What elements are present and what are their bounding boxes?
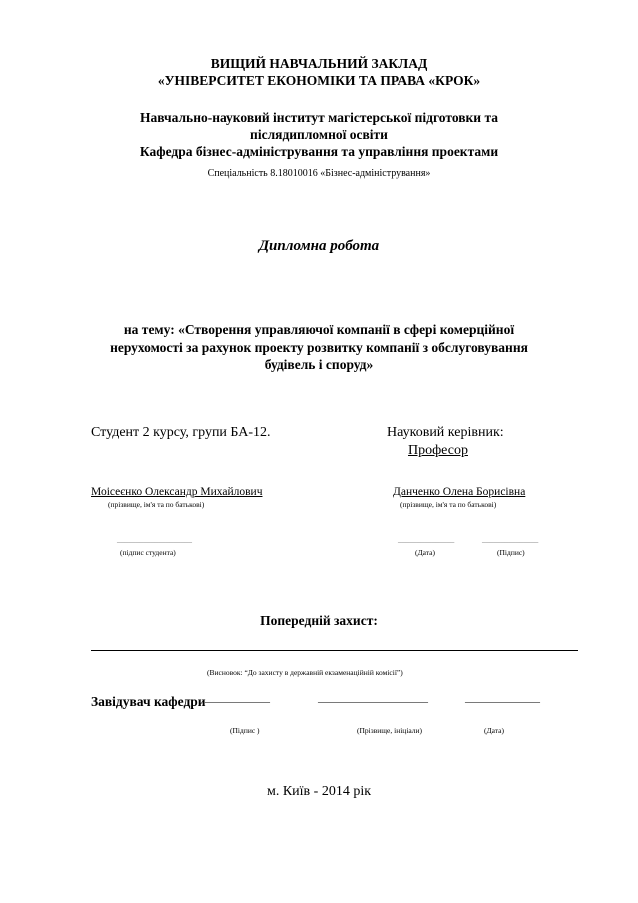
defense-title: Попередній захист: <box>260 613 378 628</box>
head-name-caption: (Прізвище, ініціали) <box>357 726 423 735</box>
university-line-1: ВИЩИЙ НАВЧАЛЬНИЙ ЗАКЛАД <box>210 56 428 71</box>
supervisor-sign-caption: (Підпис) <box>497 548 525 557</box>
university-line-2: «УНІВЕРСИТЕТ ЕКОНОМІКИ ТА ПРАВА «КРОК» <box>157 73 481 88</box>
supervisor-name: Данченко Олена Борисівна <box>393 486 526 498</box>
specialty: Спеціальність 8.18010016 «Бізнес-адміністрування» <box>207 168 431 179</box>
head-label: Завідувач кафедри <box>91 694 206 709</box>
supervisor-date-line: _______________ <box>398 535 455 544</box>
supervisor-sign-line: _______________ <box>482 535 539 544</box>
student-signature-caption: (підпис студента) <box>120 548 176 557</box>
head-signature-line: _____________ <box>205 693 270 704</box>
document-title: Дипломна робота <box>258 238 380 254</box>
topic-line-3: будівель і споруд» <box>264 357 374 372</box>
head-sign-caption: (Підпис ) <box>230 726 260 735</box>
conclusion-caption: (Висновок: “До захисту в державній екзаменаційній комісії”) <box>207 668 403 677</box>
student-name: Моісеєнко Олександр Михайлович <box>91 486 263 498</box>
institute-line-1: Навчально-науковий інститут магістерської підготовки та <box>139 110 499 125</box>
student-label: Студент 2 курсу, групи БА-12. <box>91 425 271 440</box>
topic-line-2: нерухомості за рахунок проекту розвитку компанії з обслуговування <box>110 340 528 355</box>
head-date-line: _______________ <box>465 693 540 704</box>
student-name-caption: (прізвище, ім'я та по батькові) <box>108 500 205 509</box>
supervisor-rank: Професор <box>408 443 468 458</box>
city-year: м. Київ - 2014 рік <box>266 784 372 799</box>
head-date-caption: (Дата) <box>484 726 504 735</box>
institute-line-2: післядипломної освіти <box>250 127 388 142</box>
supervisor-label: Науковий керівник: <box>387 425 504 440</box>
head-name-line: ______________________ <box>318 693 428 704</box>
student-signature-line: ____________________ <box>117 535 192 544</box>
department: Кафедра бізнес-адміністрування та управління проектами <box>139 144 499 159</box>
supervisor-date-caption: (Дата) <box>415 548 435 557</box>
conclusion-line <box>91 650 578 651</box>
topic-line-1: на тему: «Створення управляючої компанії в сфері комерційної <box>123 322 515 337</box>
supervisor-name-caption: (прізвище, ім'я та по батькові) <box>400 500 497 509</box>
